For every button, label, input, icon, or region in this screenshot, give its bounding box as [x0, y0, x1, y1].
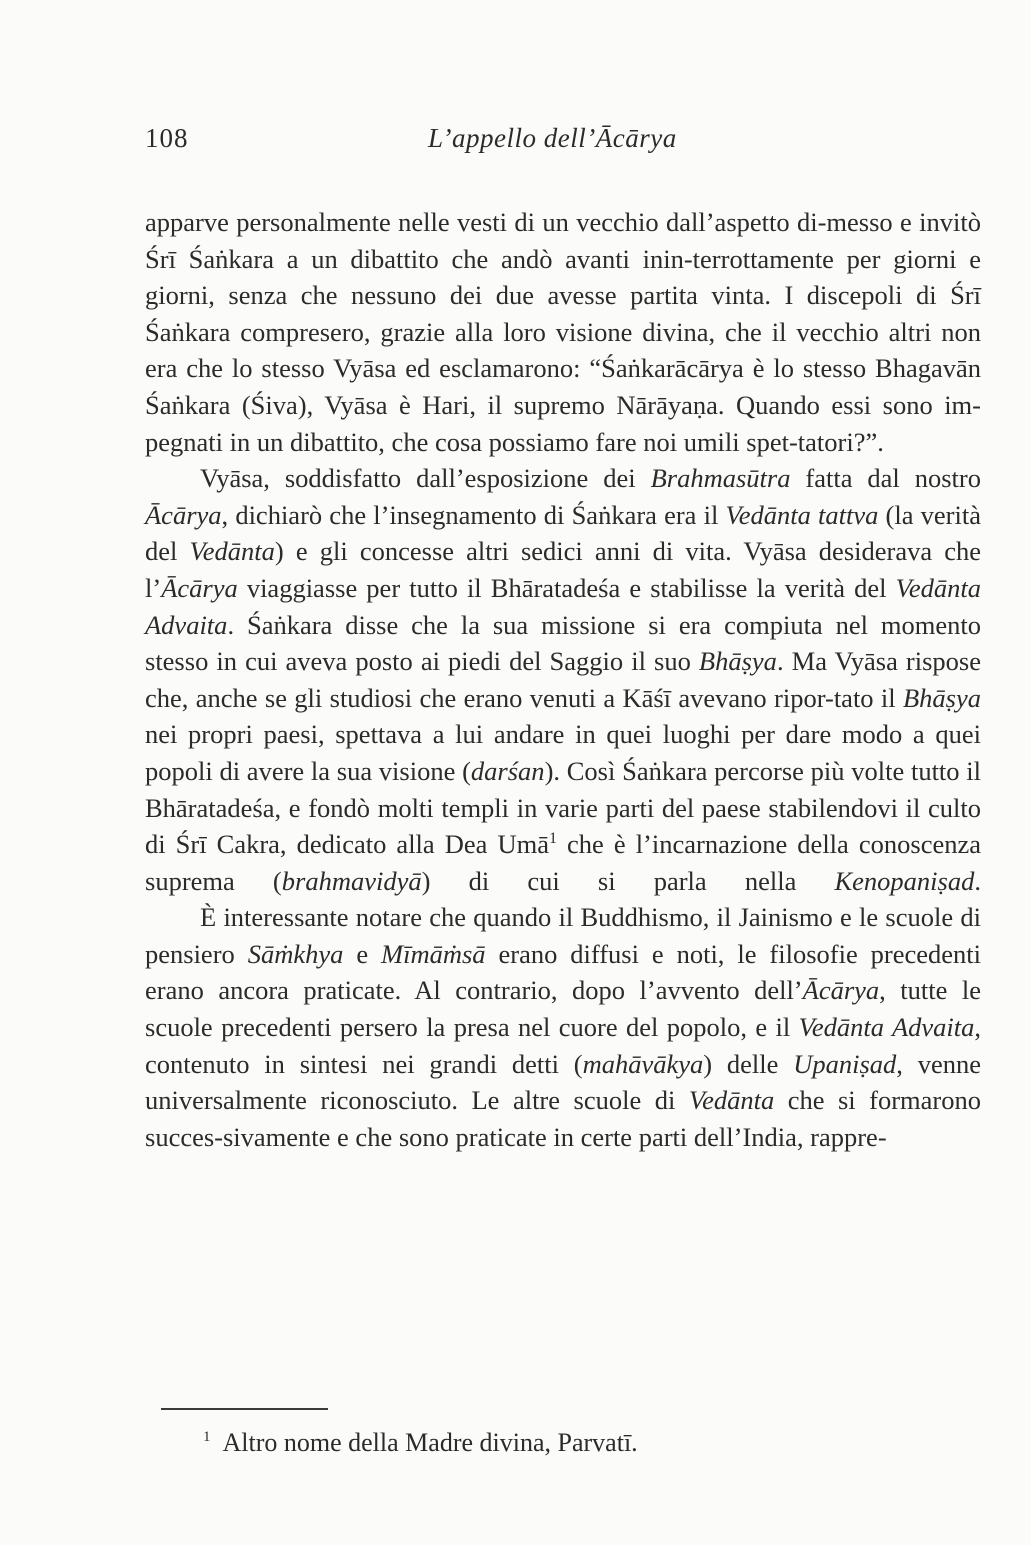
text-run: . Ma Vyāsa rispose che, anche se gli studiosi che erano venuti a Kāśī avevano ripor-tato il: [145, 646, 981, 713]
text-run: ) di cui si parla nella: [421, 865, 835, 896]
text-run: , dichiarò che l’insegnamento di Śaṅkara era il: [221, 499, 726, 530]
text-run: che è l’incarnazione della conoscenza suprema (: [145, 829, 981, 896]
text-run: viaggiasse per tutto il Bhāratadeśa e stabilisse la verità del: [237, 572, 896, 603]
italic-term: Brahmasūtra: [650, 463, 791, 494]
footnote-rule: [161, 1408, 328, 1410]
italic-term: Vedānta: [189, 536, 275, 567]
text-run: Vyāsa, soddisfatto dall’esposizione dei: [200, 463, 651, 494]
running-title: L’appello dell’Ācārya: [428, 123, 677, 153]
text-run: fatta dal nostro: [790, 463, 981, 494]
italic-term: Vedānta Advaita: [798, 1012, 975, 1043]
paragraph-1: [145, 204, 981, 460]
italic-term: Ācārya: [145, 499, 222, 530]
text-run: erano diffusi e noti, le filosofie precedenti erano ancora praticate. Al contrario, dopo l’avvento dell’: [145, 938, 982, 1006]
footnote-marker: 1: [203, 1429, 211, 1446]
text-run: , contenuto in sintesi nei grandi detti (: [145, 1012, 981, 1079]
italic-term: Ācārya: [161, 572, 238, 603]
text-run: apparve personalmente nelle vesti di un vecchio dall’aspetto di-messo e invitò Śrī Śaṅkara a un dibattito che andò avanti inin-terrottamente per giorni e giorni, senza che nessuno dei due avesse partita vinta. I discepoli di Śrī Śaṅkara compresero, grazie alla loro visione divina, che il vecchio altri non era che lo stesso Vyāsa ed esclamarono: “Śaṅkarācārya è lo stesso Bhagavān Śaṅkara (Śiva), Vyāsa è Hari, il supremo Nārāyaṇa. Quando essi sono im-pegnati in un dibattito, che cosa possiamo fare noi umili spet-tatori?”.: [145, 207, 981, 457]
italic-term: mahāvākya: [582, 1048, 704, 1079]
italic-term: Kenopaniṣad: [834, 865, 975, 896]
text-run: che si formarono succes-sivamente e che sono praticate in certe parti dell’India, rappre-: [145, 1085, 981, 1152]
italic-term: Mīmāṁsā: [381, 938, 486, 969]
page-number: 108: [145, 123, 189, 153]
italic-term: brahmavidyā: [281, 865, 422, 896]
italic-term: Ācārya: [802, 975, 880, 1006]
text-run: ) e gli concesse altri sedici anni di vita. Vyāsa desiderava che l’: [145, 536, 982, 603]
italic-term: Sāṁkhya: [247, 938, 344, 969]
italic-term: Vedānta tattva: [725, 499, 879, 530]
text-run: , tutte le scuole precedenti persero la presa nel cuore del popolo, e il: [145, 975, 981, 1043]
footnote: [203, 1426, 638, 1460]
running-head: [145, 118, 981, 158]
text-run: e: [343, 938, 382, 969]
text-run: , venne universalmente riconosciuto. Le altre scuole di: [145, 1048, 981, 1116]
text-run: . Śaṅkara disse che la sua missione si era compiuta nel momento stesso in cui aveva posto ai piedi del Saggio il suo: [145, 609, 981, 677]
text-run: ) delle: [703, 1048, 794, 1079]
italic-term: Vedānta: [688, 1085, 775, 1116]
footnote-text: Altro nome della Madre divina, Parvatī.: [222, 1428, 638, 1457]
text-run: nei propri paesi, spettava a lui andare in quei luoghi per dare modo a quei popoli di avere la sua visione (: [145, 719, 981, 786]
paragraph-3: [145, 899, 981, 1155]
text-run: .: [974, 865, 981, 896]
text-run: È interessante notare che quando il Buddhismo, il Jainismo e le scuole di pensiero: [145, 902, 981, 969]
italic-term: Bhāṣya: [698, 646, 777, 677]
italic-term: Bhāṣya: [902, 682, 981, 713]
body-text: [145, 204, 981, 1155]
text-run: ). Così Śaṅkara percorse più volte tutto il Bhāratadeśa, e fondò molti templi in varie parti del paese stabilendovi il culto di Śrī Cakra, dedicato alla Dea Umā: [145, 755, 981, 860]
italic-term: darśan: [470, 755, 545, 786]
paragraph-2: [145, 460, 981, 899]
italic-term: Vedānta Advaita: [145, 572, 981, 640]
italic-term: Upaniṣad: [793, 1048, 897, 1079]
text-run: (la verità del: [145, 499, 981, 567]
footnote-reference: 1: [548, 830, 557, 848]
